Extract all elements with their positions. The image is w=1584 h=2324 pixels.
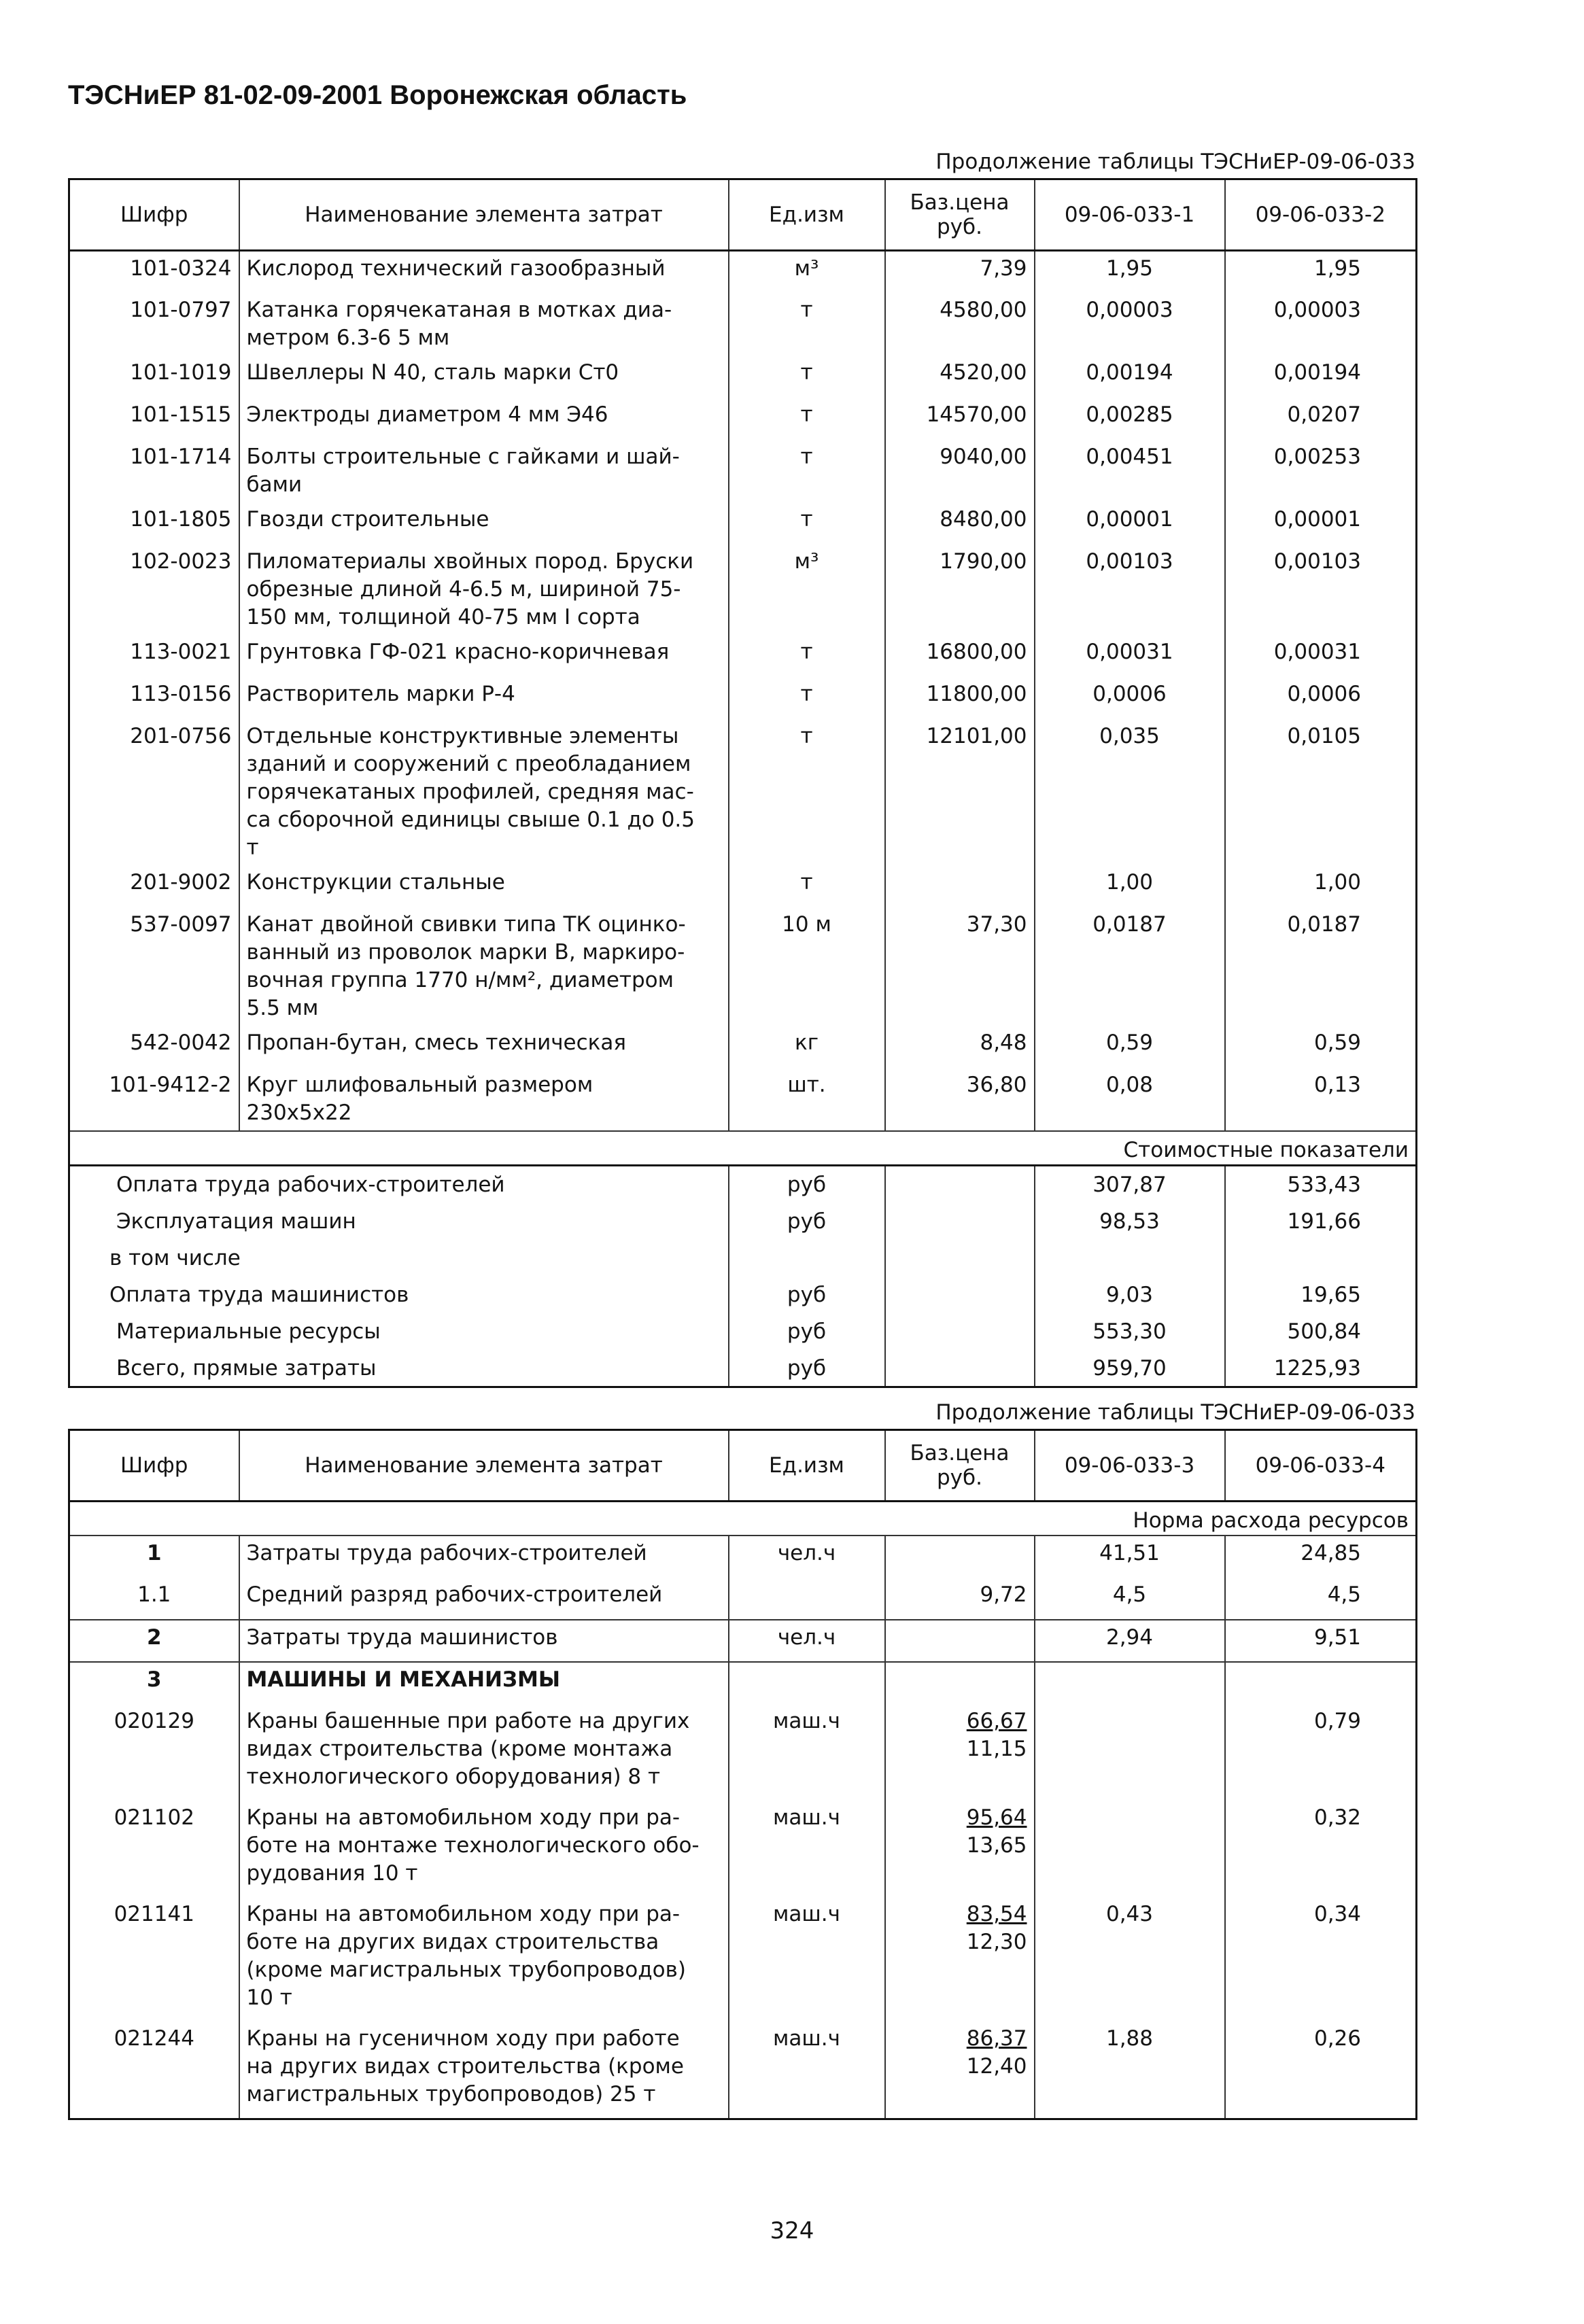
cell-unit: маш.ч — [729, 1801, 885, 1897]
cell-v1: 4,5 — [1035, 1578, 1225, 1620]
cell-price — [885, 2022, 1035, 2119]
cell-code: 101-1805 — [69, 502, 239, 544]
cell-v1: 0,59 — [1035, 1026, 1225, 1068]
totals-price — [885, 1350, 1035, 1387]
page-header: ТЭСНиЕР 81-02-09-2001 Воронежская область — [68, 80, 687, 110]
totals-row — [69, 1313, 1417, 1350]
col-header-code: Шифр — [69, 179, 239, 251]
table-row — [69, 1620, 1417, 1662]
cell-name: Кислород технический газообразный — [239, 251, 729, 293]
cell-price: 7,39 — [885, 251, 1035, 293]
cell-name: Затраты труда рабочих-строителей — [239, 1536, 729, 1578]
price-machine: 83,54 — [966, 1902, 1027, 1926]
cell-name: Отдельные конструктивные элементы зданий и сооружений с преобладанием горячекатаных профилей, средняя мас- са сборочной единицы свыше 0.1 до 0.5 т — [239, 719, 729, 865]
table-row — [69, 1026, 1417, 1068]
cell-v1: 0,00031 — [1035, 635, 1225, 677]
price-machine: 66,67 — [966, 1709, 1027, 1733]
table-row — [69, 907, 1417, 1026]
col-header-v2: 09-06-033-4 — [1225, 1430, 1417, 1502]
col-header-unit: Ед.изм — [729, 1430, 885, 1502]
cell-unit: т — [729, 719, 885, 865]
cell-name: МАШИНЫ И МЕХАНИЗМЫ — [239, 1662, 729, 1704]
table-row — [69, 719, 1417, 865]
totals-name: Оплата труда рабочих-строителей — [69, 1165, 729, 1203]
cell-name: Круг шлифовальный размером 230x5x22 — [239, 1068, 729, 1131]
cell-name: Канат двойной свивки типа ТК оцинко- ванный из проволок марки В, маркиро- вочная группа 1770 н/мм², диаметром 5.5 мм — [239, 907, 729, 1026]
cell-code: 101-1515 — [69, 398, 239, 440]
cell-v1: 0,00451 — [1035, 440, 1225, 502]
cell-price — [885, 1536, 1035, 1578]
table1-continuation: Продолжение таблицы ТЭСНиЕР-09-06-033 — [935, 150, 1415, 174]
cell-v1: 41,51 — [1035, 1536, 1225, 1578]
table2-header-row — [69, 1430, 1417, 1502]
cell-v1 — [1035, 1704, 1225, 1801]
cell-unit: м³ — [729, 251, 885, 293]
cell-v1: 0,0187 — [1035, 907, 1225, 1026]
cell-code: 101-0797 — [69, 293, 239, 355]
cell-v1: 0,00285 — [1035, 398, 1225, 440]
cell-code: 2 — [69, 1620, 239, 1662]
cell-price: 8480,00 — [885, 502, 1035, 544]
cell-name: Затраты труда машинистов — [239, 1620, 729, 1662]
cell-v1: 1,95 — [1035, 251, 1225, 293]
totals-price — [885, 1240, 1035, 1277]
cell-unit: т — [729, 398, 885, 440]
cell-price — [885, 1620, 1035, 1662]
totals-row — [69, 1165, 1417, 1203]
col-header-name: Наименование элемента затрат — [239, 1430, 729, 1502]
cell-unit: чел.ч — [729, 1536, 885, 1578]
table2-body — [69, 1502, 1417, 2119]
table1-body — [69, 251, 1417, 1387]
totals-v2: 191,66 — [1225, 1203, 1417, 1240]
cell-unit: т — [729, 865, 885, 907]
cell-price: 9,72 — [885, 1578, 1035, 1620]
section-label: Стоимостные показатели — [69, 1131, 1417, 1166]
col-header-v1: 09-06-033-3 — [1035, 1430, 1225, 1502]
cell-unit: маш.ч — [729, 1704, 885, 1801]
cell-code: 021141 — [69, 1897, 239, 2022]
cell-price — [885, 1897, 1035, 2022]
table-row — [69, 398, 1417, 440]
totals-unit: руб — [729, 1350, 885, 1387]
cell-name: Краны башенные при работе на других видах строительства (кроме монтажа технологического оборудования) 8 т — [239, 1704, 729, 1801]
cell-v2: 24,85 — [1225, 1536, 1417, 1578]
col-header-unit: Ед.изм — [729, 179, 885, 251]
cell-unit: т — [729, 355, 885, 398]
totals-v2: 1225,93 — [1225, 1350, 1417, 1387]
totals-unit: руб — [729, 1165, 885, 1203]
totals-price — [885, 1277, 1035, 1313]
totals-name: Материальные ресурсы — [69, 1313, 729, 1350]
cell-unit — [729, 1662, 885, 1704]
cell-price: 4520,00 — [885, 355, 1035, 398]
totals-v2: 19,65 — [1225, 1277, 1417, 1313]
cell-unit: маш.ч — [729, 2022, 885, 2119]
cell-name: Болты строительные с гайками и шай- бами — [239, 440, 729, 502]
cell-code: 542-0042 — [69, 1026, 239, 1068]
table-row — [69, 293, 1417, 355]
cell-v2: 1,95 — [1225, 251, 1417, 293]
cell-code: 113-0021 — [69, 635, 239, 677]
cell-name: Грунтовка ГФ-021 красно-коричневая — [239, 635, 729, 677]
cell-code: 101-1019 — [69, 355, 239, 398]
cell-price — [885, 1801, 1035, 1897]
cell-v1: 0,08 — [1035, 1068, 1225, 1131]
cell-price: 8,48 — [885, 1026, 1035, 1068]
cell-v2: 0,00194 — [1225, 355, 1417, 398]
price-operator: 11,15 — [966, 1737, 1027, 1761]
cell-v2: 0,0187 — [1225, 907, 1417, 1026]
totals-row — [69, 1350, 1417, 1387]
cell-v1 — [1035, 1662, 1225, 1704]
table-row — [69, 440, 1417, 502]
cell-v2: 0,32 — [1225, 1801, 1417, 1897]
totals-v2: 533,43 — [1225, 1165, 1417, 1203]
totals-name: Всего, прямые затраты — [69, 1350, 729, 1387]
table-row — [69, 355, 1417, 398]
cell-v1: 1,00 — [1035, 865, 1225, 907]
totals-row — [69, 1203, 1417, 1240]
table-row — [69, 1801, 1417, 1897]
cell-v1: 0,035 — [1035, 719, 1225, 865]
totals-unit: руб — [729, 1313, 885, 1350]
totals-v1: 9,03 — [1035, 1277, 1225, 1313]
cell-price: 12101,00 — [885, 719, 1035, 865]
cell-unit: т — [729, 677, 885, 719]
cell-unit: чел.ч — [729, 1620, 885, 1662]
totals-price — [885, 1313, 1035, 1350]
cell-v2: 0,34 — [1225, 1897, 1417, 2022]
table1-header-row — [69, 179, 1417, 251]
col-header-name: Наименование элемента затрат — [239, 179, 729, 251]
table-row — [69, 2022, 1417, 2119]
cell-price: 11800,00 — [885, 677, 1035, 719]
cell-code: 101-1714 — [69, 440, 239, 502]
cell-v2: 0,00003 — [1225, 293, 1417, 355]
table-row — [69, 677, 1417, 719]
cell-v2: 0,0207 — [1225, 398, 1417, 440]
cell-name: Электроды диаметром 4 мм Э46 — [239, 398, 729, 440]
cell-code: 020129 — [69, 1704, 239, 1801]
cell-unit: т — [729, 293, 885, 355]
section-row — [69, 1502, 1417, 1536]
cell-v2: 1,00 — [1225, 865, 1417, 907]
price-operator: 12,40 — [966, 2054, 1027, 2079]
page-number: 324 — [770, 2217, 814, 2244]
cell-v2: 0,79 — [1225, 1704, 1417, 1801]
cell-code: 201-9002 — [69, 865, 239, 907]
cell-v2: 0,59 — [1225, 1026, 1417, 1068]
totals-v1: 959,70 — [1035, 1350, 1225, 1387]
cell-v1: 0,43 — [1035, 1897, 1225, 2022]
cell-v2: 0,00103 — [1225, 544, 1417, 635]
table-row — [69, 502, 1417, 544]
totals-v1 — [1035, 1240, 1225, 1277]
cell-unit: т — [729, 635, 885, 677]
cell-price: 1790,00 — [885, 544, 1035, 635]
table1 — [68, 178, 1417, 1388]
totals-unit: руб — [729, 1203, 885, 1240]
cell-name: Пиломатериалы хвойных пород. Бруски обрезные длиной 4-6.5 м, шириной 75- 150 мм, толщиной 40-75 мм I сорта — [239, 544, 729, 635]
price-operator: 12,30 — [966, 1930, 1027, 1954]
totals-name: в том числе — [69, 1240, 729, 1277]
cell-code: 537-0097 — [69, 907, 239, 1026]
cell-v2: 0,13 — [1225, 1068, 1417, 1131]
cell-code: 1 — [69, 1536, 239, 1578]
table-row — [69, 544, 1417, 635]
cell-price: 4580,00 — [885, 293, 1035, 355]
cell-name: Средний разряд рабочих-строителей — [239, 1578, 729, 1620]
cell-unit — [729, 1578, 885, 1620]
cell-unit: маш.ч — [729, 1897, 885, 2022]
cell-v2: 0,00001 — [1225, 502, 1417, 544]
totals-v2 — [1225, 1240, 1417, 1277]
totals-price — [885, 1203, 1035, 1240]
cell-unit: шт. — [729, 1068, 885, 1131]
table-row — [69, 1897, 1417, 2022]
price-machine: 95,64 — [966, 1805, 1027, 1830]
cell-name: Краны на автомобильном ходу при ра- боте на монтаже технологического обо- рудования 10 т — [239, 1801, 729, 1897]
col-header-price: Баз.цена руб. — [885, 179, 1035, 251]
cell-unit: м³ — [729, 544, 885, 635]
totals-row — [69, 1240, 1417, 1277]
cell-code: 021102 — [69, 1801, 239, 1897]
cell-name: Швеллеры N 40, сталь марки Ст0 — [239, 355, 729, 398]
table-row — [69, 1662, 1417, 1704]
totals-unit — [729, 1240, 885, 1277]
totals-v1: 307,87 — [1035, 1165, 1225, 1203]
cell-unit: 10 м — [729, 907, 885, 1026]
table-row — [69, 1704, 1417, 1801]
cell-unit: т — [729, 502, 885, 544]
table-row — [69, 865, 1417, 907]
totals-v1: 98,53 — [1035, 1203, 1225, 1240]
cell-unit: т — [729, 440, 885, 502]
col-header-code: Шифр — [69, 1430, 239, 1502]
price-operator: 13,65 — [966, 1833, 1027, 1858]
cell-name: Гвозди строительные — [239, 502, 729, 544]
col-header-v2: 09-06-033-2 — [1225, 179, 1417, 251]
col-header-price: Баз.цена руб. — [885, 1430, 1035, 1502]
cell-unit: кг — [729, 1026, 885, 1068]
cell-v1: 0,0006 — [1035, 677, 1225, 719]
table-row — [69, 251, 1417, 293]
table-row — [69, 1578, 1417, 1620]
cell-code: 201-0756 — [69, 719, 239, 865]
cell-v1: 0,00194 — [1035, 355, 1225, 398]
cell-v2: 9,51 — [1225, 1620, 1417, 1662]
cell-code: 021244 — [69, 2022, 239, 2119]
totals-price — [885, 1165, 1035, 1203]
col-header-v1: 09-06-033-1 — [1035, 179, 1225, 251]
totals-name: Оплата труда машинистов — [69, 1277, 729, 1313]
table-row — [69, 1068, 1417, 1131]
totals-v1: 553,30 — [1035, 1313, 1225, 1350]
cell-v2: 0,00031 — [1225, 635, 1417, 677]
totals-row — [69, 1277, 1417, 1313]
cell-price — [885, 1662, 1035, 1704]
price-machine: 86,37 — [966, 2026, 1027, 2051]
cell-name: Катанка горячекатаная в мотках диа- метром 6.3-6 5 мм — [239, 293, 729, 355]
section-row — [69, 1131, 1417, 1166]
cell-v1: 0,00103 — [1035, 544, 1225, 635]
cell-v2 — [1225, 1662, 1417, 1704]
cell-code: 101-0324 — [69, 251, 239, 293]
cell-name: Пропан-бутан, смесь техническая — [239, 1026, 729, 1068]
cell-name: Краны на автомобильном ходу при ра- боте на других видах строительства (кроме магистральных трубопроводов) 10 т — [239, 1897, 729, 2022]
cell-v1 — [1035, 1801, 1225, 1897]
cell-price — [885, 1704, 1035, 1801]
cell-price: 16800,00 — [885, 635, 1035, 677]
cell-v2: 0,26 — [1225, 2022, 1417, 2119]
cell-code: 101-9412-2 — [69, 1068, 239, 1131]
section-label: Норма расхода ресурсов — [69, 1502, 1417, 1536]
cell-v1: 1,88 — [1035, 2022, 1225, 2119]
table-row — [69, 635, 1417, 677]
cell-price — [885, 865, 1035, 907]
table2-continuation: Продолжение таблицы ТЭСНиЕР-09-06-033 — [935, 1400, 1415, 1425]
totals-v2: 500,84 — [1225, 1313, 1417, 1350]
cell-v1: 2,94 — [1035, 1620, 1225, 1662]
cell-code: 3 — [69, 1662, 239, 1704]
cell-price: 9040,00 — [885, 440, 1035, 502]
cell-price: 14570,00 — [885, 398, 1035, 440]
cell-name: Краны на гусеничном ходу при работе на других видах строительства (кроме магистральных трубопроводов) 25 т — [239, 2022, 729, 2119]
cell-code: 1.1 — [69, 1578, 239, 1620]
cell-v2: 4,5 — [1225, 1578, 1417, 1620]
cell-price: 37,30 — [885, 907, 1035, 1026]
cell-price: 36,80 — [885, 1068, 1035, 1131]
cell-code: 113-0156 — [69, 677, 239, 719]
table-row — [69, 1536, 1417, 1578]
cell-v1: 0,00003 — [1035, 293, 1225, 355]
cell-name: Растворитель марки Р-4 — [239, 677, 729, 719]
cell-v2: 0,00253 — [1225, 440, 1417, 502]
cell-v2: 0,0105 — [1225, 719, 1417, 865]
totals-name: Эксплуатация машин — [69, 1203, 729, 1240]
table2 — [68, 1429, 1417, 2120]
cell-v1: 0,00001 — [1035, 502, 1225, 544]
totals-unit: руб — [729, 1277, 885, 1313]
cell-code: 102-0023 — [69, 544, 239, 635]
cell-name: Конструкции стальные — [239, 865, 729, 907]
cell-v2: 0,0006 — [1225, 677, 1417, 719]
